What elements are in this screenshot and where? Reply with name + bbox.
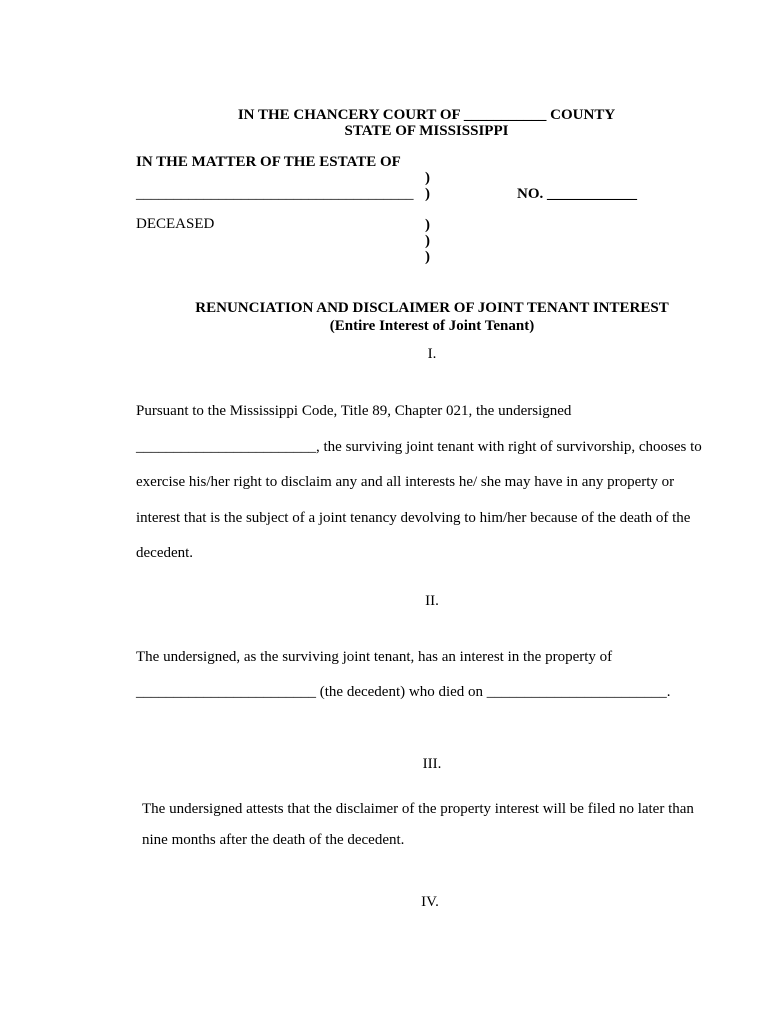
section-text-line: The undersigned, as the surviving joint tenant, has an interest in the property of (136, 649, 613, 665)
section-text-line: decedent. (136, 545, 194, 561)
document-title: RENUNCIATION AND DISCLAIMER OF JOINT TENANT INTEREST (195, 300, 669, 316)
caption-paren: ) (425, 170, 430, 186)
court-heading: IN THE CHANCERY COURT OF ___________ COUNTY (237, 107, 616, 123)
caption-paren: ) (425, 233, 430, 249)
section-numeral: I. (427, 346, 437, 362)
caption-paren: ) (425, 249, 430, 265)
case-number: NO. ____________ (517, 186, 637, 202)
section-numeral: III. (422, 756, 442, 772)
caption-paren: ) (425, 217, 430, 233)
document-subtitle: (Entire Interest of Joint Tenant) (329, 318, 535, 334)
state-heading: STATE OF MISSISSIPPI (344, 123, 509, 139)
caption-paren: ) (425, 186, 430, 202)
section-text-line: exercise his/her right to disclaim any and all interests he/ she may have in any property or (136, 474, 675, 490)
section-numeral: II. (425, 593, 439, 609)
estate-matter-label: IN THE MATTER OF THE ESTATE OF (136, 154, 401, 170)
section-text-line: nine months after the death of the decedent. (142, 832, 405, 848)
section-text-line: The undersigned attests that the disclaimer of the property interest will be filed no later than (142, 801, 694, 817)
decedent-name-blank: _____________________________________ (136, 186, 414, 202)
section-numeral: IV. (421, 894, 439, 910)
section-text-line: ________________________, the surviving joint tenant with right of survivorship, chooses to (136, 439, 702, 455)
section-text-line: ________________________ (the decedent) who died on ________________________. (136, 684, 671, 700)
section-text-line: interest that is the subject of a joint tenancy devolving to him/her because of the death of the (136, 510, 691, 526)
deceased-label: DECEASED (136, 216, 215, 232)
section-text-line: Pursuant to the Mississippi Code, Title 89, Chapter 021, the undersigned (136, 403, 572, 419)
